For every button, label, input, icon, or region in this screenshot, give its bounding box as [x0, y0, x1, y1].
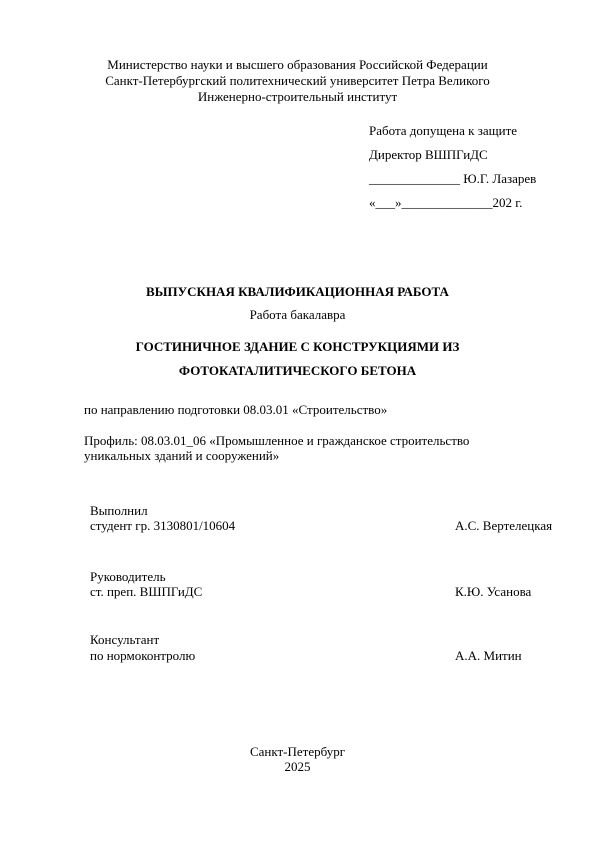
- approval-status: Работа допущена к защите: [369, 123, 518, 138]
- footer-year: 2025: [284, 759, 311, 774]
- signature-name: К.Ю. Усанова: [455, 584, 532, 599]
- approval-director-signature: ______________ Ю.Г. Лазарев: [369, 171, 537, 186]
- footer-city: Санкт-Петербург: [249, 744, 346, 759]
- signature-role: Консультант: [90, 632, 160, 647]
- study-direction: по направлению подготовки 08.03.01 «Строительство»: [84, 402, 388, 417]
- approval-director-title: Директор ВШПГиДС: [369, 147, 488, 162]
- signature-position: ст. преп. ВШПГиДС: [90, 584, 203, 599]
- institute-name: Инженерно-строительный институт: [197, 89, 398, 104]
- topic-title-line1: ГОСТИНИЧНОЕ ЗДАНИЕ С КОНСТРУКЦИЯМИ ИЗ: [135, 339, 460, 354]
- signature-position: по нормоконтролю: [90, 648, 196, 663]
- university-name: Санкт-Петербургский политехнический университет Петра Великого: [105, 73, 490, 88]
- topic-title-line2: ФОТОКАТАЛИТИЧЕСКОГО БЕТОНА: [178, 363, 417, 378]
- signature-role: Выполнил: [90, 503, 148, 518]
- ministry-name: Министерство науки и высшего образования Российской Федерации: [107, 57, 488, 72]
- signature-position: студент гр. 3130801/10604: [90, 518, 236, 533]
- work-type-title: ВЫПУСКНАЯ КВАЛИФИКАЦИОННАЯ РАБОТА: [146, 284, 449, 299]
- signature-role: Руководитель: [90, 569, 166, 584]
- profile-line2: уникальных зданий и сооружений»: [84, 448, 280, 463]
- signature-name: А.А. Митин: [455, 648, 522, 663]
- signature-name: А.С. Вертелецкая: [455, 518, 553, 533]
- degree-label: Работа бакалавра: [249, 307, 346, 322]
- approval-date: «___»______________202 г.: [369, 195, 523, 210]
- profile-line1: Профиль: 08.03.01_06 «Промышленное и гражданское строительство: [84, 433, 470, 448]
